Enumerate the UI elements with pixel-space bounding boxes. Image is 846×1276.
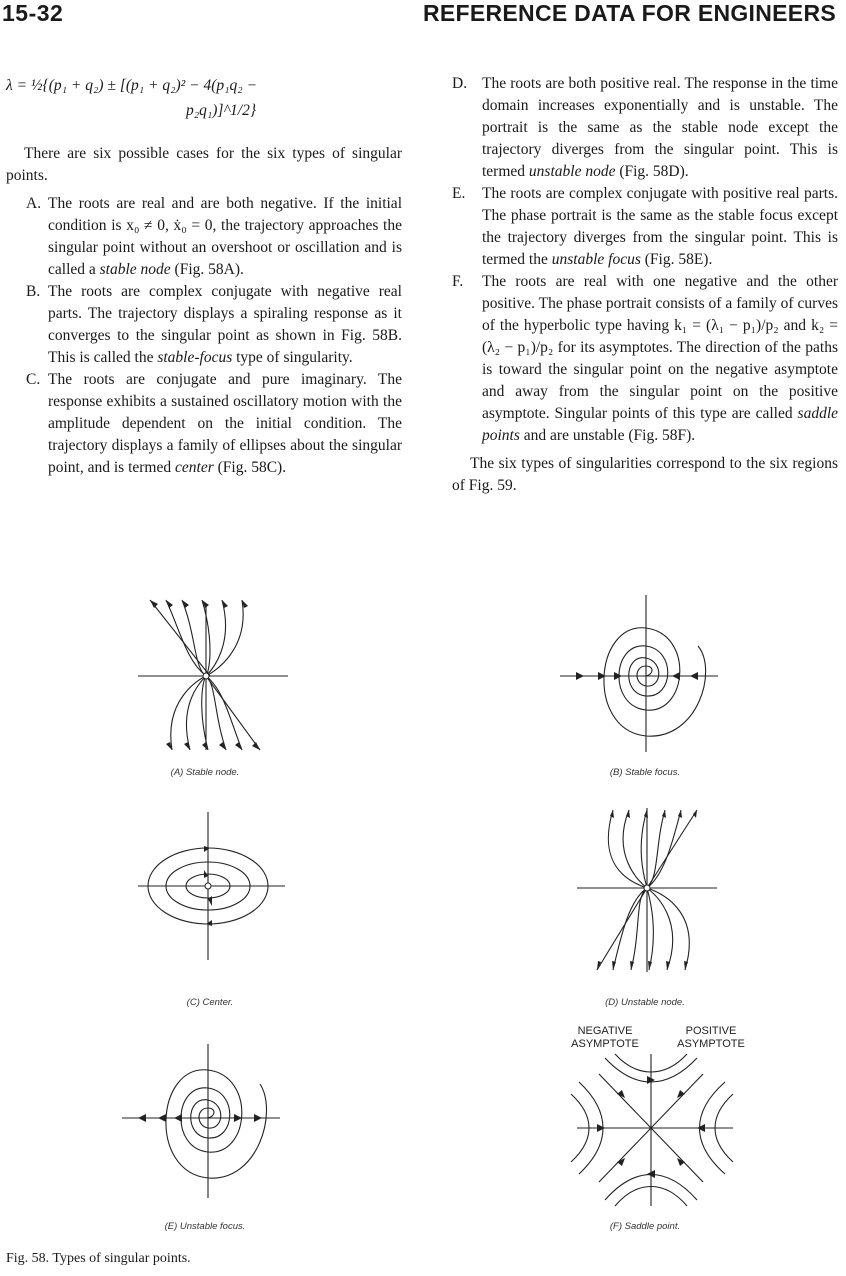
caption-c: (C) Center. — [186, 997, 234, 1008]
list-item — [452, 271, 838, 447]
page-number: 15-32 — [2, 0, 64, 26]
list-item — [6, 193, 402, 281]
item-text: The roots are real and are both negative. If the initial condition is x₀ ≠ 0, ẋ₀ = 0, the trajectory approaches the singular point without an overshoot or oscillation and is called a — [48, 195, 402, 278]
item-tail: and are unstable (Fig. 58F). — [519, 427, 696, 444]
caption-a: (A) Stable node. — [170, 767, 240, 778]
item-tail: (Fig. 58C). — [213, 459, 287, 476]
item-text: The roots are conjugate and pure imaginary. The response exhibits a sustained oscillatory motion with the amplitude dependent on the initial condition. The trajectory displays a family of ellipses about the singular point, and is termed — [48, 371, 402, 476]
caption-e: (E) Unstable focus. — [164, 1221, 246, 1232]
item-letter: D. — [452, 75, 468, 92]
item-letter: F. — [452, 273, 464, 290]
item-tail: type of singularity. — [232, 349, 353, 366]
caption-d: (D) Unstable node. — [605, 997, 685, 1008]
list-item — [6, 281, 402, 369]
intro-paragraph: There are six possible cases for the six types of singular points. — [6, 145, 402, 184]
item-letter: C. — [26, 371, 41, 388]
figure-a-stable-node — [110, 590, 300, 760]
item-tail: (Fig. 58A). — [170, 261, 244, 278]
caption-f: (F) Saddle point. — [609, 1221, 681, 1232]
right-column — [452, 73, 838, 513]
item-text: The roots are complex conjugate with positive real parts. The phase portrait is the same as the stable focus except the trajectory diverges from the singular point. This is termed the — [482, 185, 838, 268]
left-column — [6, 73, 402, 479]
item-text: The roots are both positive real. The response in the time domain increases exponentially and is unstable. The portrait is the same as the stable node except the trajectory diverges from the singular point. This is termed — [482, 75, 838, 180]
list-item — [452, 183, 838, 271]
item-text: The roots are complex conjugate with negative real parts. The trajectory displays a spiraling response as it converges to the singular point as shown in Fig. 58B. This is called the — [48, 283, 402, 366]
running-header-title: REFERENCE DATA FOR ENGINEERS — [422, 0, 836, 26]
equation-line-2: p₂q₁)]^1/2} — [186, 102, 257, 119]
figure-b-stable-focus — [548, 590, 738, 760]
equation-line-1: λ = ½{(p₁ + q₂) ± [(p₁ + q₂)² − 4(p₁q₂ − — [6, 77, 258, 94]
negative-asymptote-label: NEGATIVE ASYMPTOTE — [571, 1025, 639, 1050]
closing-paragraph: The six types of singularities correspond to the six regions of Fig. 59. — [452, 455, 838, 494]
item-term: unstable node — [528, 163, 616, 180]
item-tail: (Fig. 58E). — [640, 251, 713, 268]
figure-caption: Fig. 58. Types of singular points. — [6, 1251, 191, 1266]
item-term: stable-focus — [157, 349, 233, 366]
figure-f-saddle-point — [565, 1050, 745, 1210]
item-term: stable node — [99, 261, 171, 278]
item-letter: E. — [452, 185, 466, 202]
list-item — [6, 369, 402, 479]
positive-asymptote-label: POSITIVE ASYMPTOTE — [677, 1025, 745, 1050]
figure-e-unstable-focus — [108, 1040, 298, 1200]
item-text: The roots are real with one negative and the other positive. The phase portrait consists of a family of curves of the hyperbolic type having k₁ = (λ₁ − p₁)/p₂ and k₂ = (λ₂ − p₁)/p₂ for its asymptotes. The direction of the paths is toward the singular point on the negative asymptote and away from the singular point on the positive asymptote. Singular points of this type are called — [482, 273, 838, 422]
item-term: saddle points — [482, 405, 838, 444]
caption-b: (B) Stable focus. — [609, 767, 681, 778]
item-letter: B. — [26, 283, 41, 300]
item-tail: (Fig. 58D). — [615, 163, 689, 180]
item-term: unstable focus — [551, 251, 641, 268]
item-term: center — [175, 459, 214, 476]
figure-d-unstable-node — [555, 800, 735, 980]
figure-c-center — [120, 808, 300, 968]
roots-equation — [6, 73, 402, 123]
list-item — [452, 73, 838, 183]
item-letter: A. — [26, 195, 42, 212]
